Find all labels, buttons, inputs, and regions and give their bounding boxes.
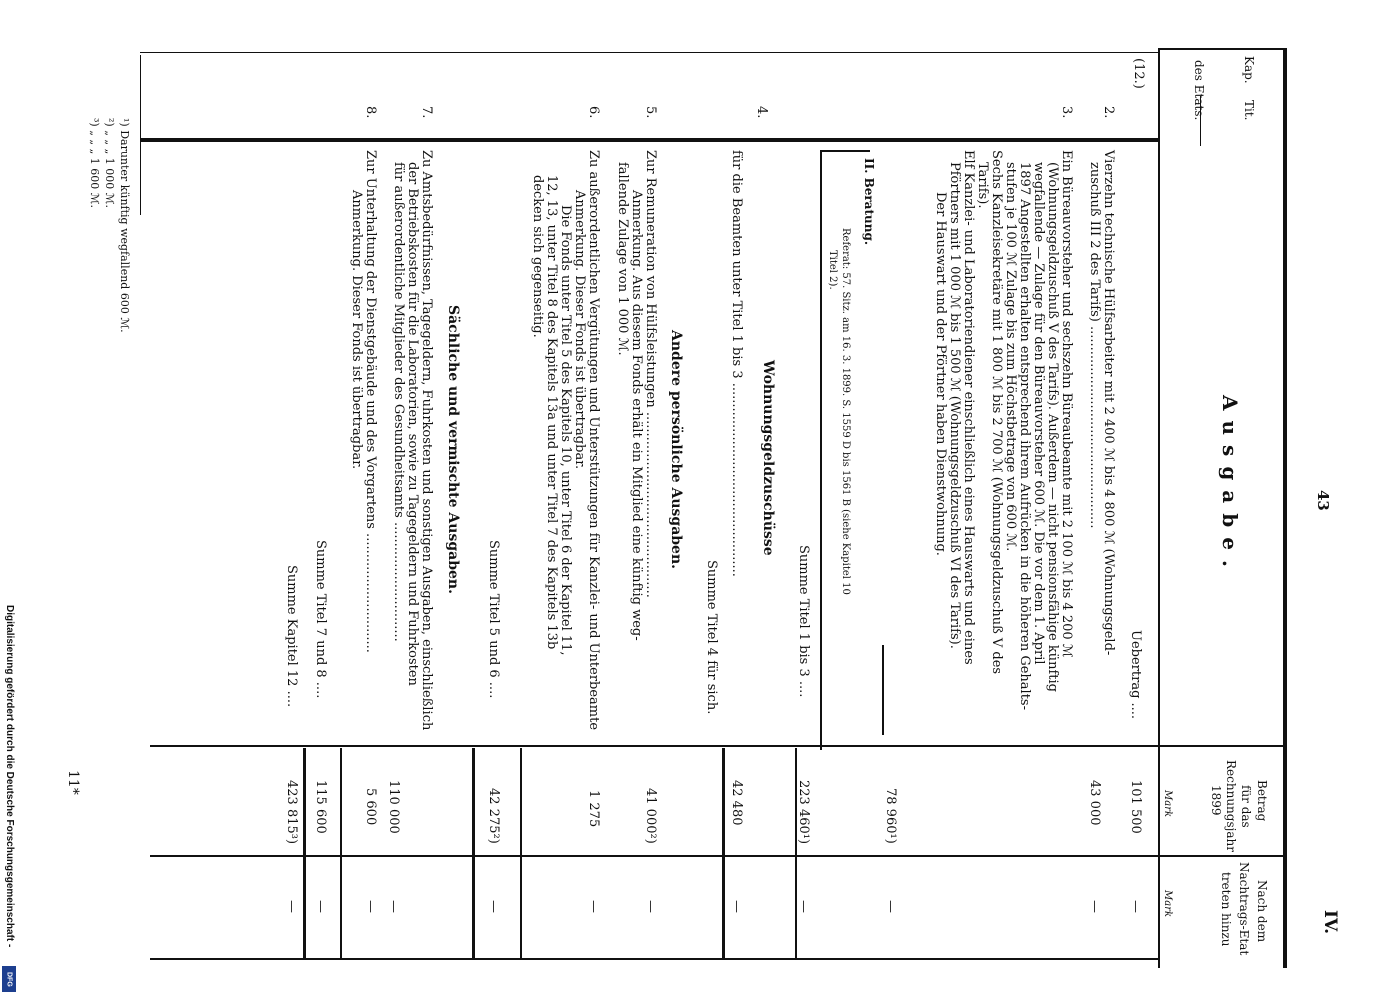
desc-amount-rule — [150, 745, 1283, 747]
t3-lit: 3. — [1059, 106, 1074, 119]
t6-line-1: Zu außerordentlichen Vergütungen und Unterstützungen für Kanzlei- und Unterbeamte — [586, 150, 601, 731]
t8-line-2: Anmerkung. Dieser Fonds ist übertragbar. — [349, 190, 364, 470]
outer-right-rule — [150, 958, 1160, 960]
t4-dash: — — [729, 900, 744, 913]
t3b-line-1: Sechs Kanzleisekretäre mit 1 800 ℳ bis 2 700 ℳ (Wohnungsgeldzuschuß V des — [989, 150, 1004, 675]
footnote-rule — [140, 55, 141, 215]
summe-1-3-amount: 223 460¹) — [796, 780, 811, 845]
t5-line-3: fallende Zulage von 1 000 ℳ. — [615, 162, 630, 356]
summe-5-6-dash: — — [486, 900, 501, 913]
tit-desc-rule — [140, 138, 1158, 142]
t8-dash: — — [363, 900, 378, 913]
summe-5-6-thick-rule — [472, 748, 475, 958]
beratung-bracket-left — [820, 150, 822, 750]
t3-line-5: stufen je 100 ℳ Zulage bis zum Höchstbetrage von 600 ℳ. — [1003, 162, 1018, 552]
t3-line-4: 1897 Angestellten erhalten entsprechend ihrem Aufrücken in die höheren Gehalts- — [1017, 162, 1032, 710]
betrag-header-2: für das — [1239, 785, 1253, 828]
referat-line-2: Titel 2). — [827, 250, 838, 290]
t5-line-1: Zur Remuneration von Hülfsleistungen ............................................. — [643, 150, 658, 598]
beratung-rule — [882, 645, 884, 735]
summe-5-6-amount: 42 275²) — [486, 788, 501, 844]
summe-4-label: Summe Titel 4 für sich. — [704, 560, 719, 715]
saechlich-heading: Sächliche und vermischte Ausgaben. — [445, 305, 461, 594]
beratung-bracket-top — [820, 150, 870, 152]
right-thick-rule — [1283, 48, 1287, 968]
t6-line-5: decken sich gegenseitig. — [530, 175, 545, 338]
t2-line-1: Vierzehn technische Hülfsarbeiter mit 2 400 ℳ bis 4 800 ℳ (Wohnungsgeld- — [1101, 150, 1116, 656]
beratung-dash: — — [883, 900, 898, 913]
des-etats-header: des Etats. — [1192, 60, 1206, 121]
t4-rule — [722, 748, 725, 958]
t3b-line-2: Tarifs). — [975, 162, 990, 209]
t5-line-2: Anmerkung. Aus diesem Fonds erhält ein Mitglied eine künftig weg- — [629, 190, 644, 641]
t3-line-3: wegfallende — Zulage für den Büreauvorsteher 600 ℳ. Die vor dem 1. April — [1031, 162, 1046, 665]
left-edge-rule — [140, 52, 1158, 53]
title-text: Ausgabe. — [1218, 395, 1242, 577]
betrag-unit: Mark — [1162, 790, 1173, 818]
t7-dash: — — [386, 900, 401, 913]
summe-7-8-label: Summe Titel 7 und 8 .... — [313, 540, 328, 699]
t7-amount: 110 000 — [386, 780, 401, 834]
t2-lit: 2. — [1101, 106, 1116, 119]
summe-1-3-label: Summe Titel 1 bis 3 .... — [796, 545, 811, 698]
wohnung-heading: Wohnungsgeldzuschüsse — [760, 360, 776, 556]
summe-1-3-rule — [795, 748, 797, 958]
digitization-note: Digitalisierung gefördert durch die Deutsche Forschungsgemeinschaft - — [4, 605, 15, 948]
nachtrag-header-2: Nachtrags-Etat — [1237, 862, 1251, 956]
t7-line-3: für außerordentliche Mitglieder des Gesundheitsamts ............................. — [391, 162, 406, 642]
t4-line-1: für die Beamten unter Titel 1 bis 3 ............................................... — [729, 150, 744, 577]
t2-line-2: zuschuß III 2 des Tarifs) ................................................. — [1087, 162, 1102, 529]
t6-lit: 6. — [586, 106, 601, 119]
summe-kap-dash: — — [284, 900, 299, 913]
t2-dash: — — [1087, 900, 1102, 913]
nachtrag-unit: Mark — [1162, 890, 1173, 918]
t5-lit: 5. — [643, 106, 658, 119]
beratung-amount: 78 960¹) — [883, 788, 898, 844]
kap-header: Kap. — [1242, 56, 1256, 84]
t4-lit: 4. — [754, 106, 769, 119]
betrag-header-4: 1899 — [1209, 785, 1223, 816]
uebertrag-amount: 101 500 — [1128, 780, 1143, 834]
summe-7-8-thick-rule — [303, 748, 306, 958]
betrag-header-1: Betrag — [1255, 780, 1269, 822]
amount-nachtrag-rule — [150, 855, 1283, 857]
t3c-line-1: Elf Kanzlei- und Laboratoriendiener einschließlich eines Hauswarts und eines — [961, 150, 976, 665]
t7-line-2: der Betriebskosten für die Laboratorien, sowie zu Tagegeldern und Fuhrkosten — [405, 162, 420, 686]
footnote-2: ²) „ „ „ 1 000 ℳ. — [103, 118, 116, 209]
summe-7-8-amount: 115 600 — [313, 780, 328, 834]
t3-line-1: Ein Büreauvorsteher und sechszehn Büreaubeamte mit 2 100 ℳ bis 4 200 ℳ — [1059, 150, 1074, 658]
beratung-title: II. Beratung. — [862, 158, 876, 246]
t2-amount: 43 000 — [1087, 780, 1102, 826]
andere-heading: Andere persönliche Ausgaben. — [668, 330, 684, 570]
t8-lit: 8. — [363, 106, 378, 119]
section-text: IV. — [1320, 910, 1340, 935]
header-top-rule — [1158, 48, 1283, 50]
summe-5-6-rule — [520, 748, 522, 958]
summe-7-8-rule — [340, 748, 342, 958]
header-bottom-rule — [1158, 48, 1160, 968]
t5-dash: — — [643, 900, 658, 913]
nachtrag-header-1: Nach dem — [1255, 880, 1269, 943]
summe-kap-label: Summe Kapitel 12 .... — [284, 565, 299, 708]
t3c-line-3: Der Hauswart und der Pförtner haben Dienstwohnung. — [933, 192, 948, 556]
t7-line-1: Zu Amtsbedürfnissen, Tagegeldern, Fuhrkosten und sonstigen Ausgaben, einschließlich — [419, 150, 434, 731]
t6-line-2: Anmerkung. Dieser Fonds ist übertragbar. — [572, 190, 587, 470]
uebertrag-label: Uebertrag .... — [1128, 630, 1143, 720]
tit-header: Tit. — [1242, 100, 1256, 121]
t6-amount: 1 275 — [586, 790, 601, 828]
summe-7-8-dash: — — [313, 900, 328, 913]
kapitel-text: (12.) — [1131, 58, 1146, 89]
t6-line-4: 12, 13, unter Titel 8 des Kapitels 13a und unter Titel 7 des Kapitels 13b — [544, 175, 559, 650]
t4-amount: 42 480 — [729, 780, 744, 826]
nachtrag-header-3: treten hinzu — [1219, 872, 1233, 947]
t7-lit: 7. — [419, 106, 434, 119]
referat-line-1: Referat: 57. Sitz. am 16. 3. 1899. S. 1559 D bis 1561 B (siehe Kapitel 10 — [840, 228, 851, 595]
summe-1-3-dash: — — [796, 900, 811, 913]
betrag-header-3: Rechnungsjahr — [1224, 760, 1238, 852]
summe-5-6-label: Summe Titel 5 und 6 .... — [486, 540, 501, 699]
footnote-1: ¹) Darunter künftig wegfallend 600 ℳ. — [118, 118, 131, 333]
t3-line-2: (Wohnungsgeldzuschuß V des Tarifs). Außerdem — nicht pensionsfähige künftig — [1045, 162, 1060, 692]
t8-amount: 5 600 — [363, 788, 378, 826]
page-number-text: 43 — [1314, 490, 1332, 511]
t8-line-1: Zur Unterhaltung der Dienstgebäude und des Vorgartens ............................. — [363, 150, 378, 653]
summe-kap-amount: 423 815³) — [284, 780, 299, 845]
dfg-logo: DFG — [2, 966, 16, 992]
signature-mark: 11* — [65, 770, 81, 795]
t6-line-3: Die Fonds unter Titel 5 des Kapitels 10, unter Titel 6 der Kapitel 11, — [558, 205, 573, 656]
uebertrag-dash: — — [1128, 900, 1143, 913]
t6-dash: — — [586, 900, 601, 913]
footnote-3: ³) „ „ „ 1 600 ℳ. — [88, 118, 101, 209]
t5-amount: 41 000²) — [643, 788, 658, 844]
t3c-line-2: Pförtners mit 1 000 ℳ bis 1 500 ℳ (Wohnungsgeldzuschuß VI des Tarifs). — [947, 162, 962, 649]
